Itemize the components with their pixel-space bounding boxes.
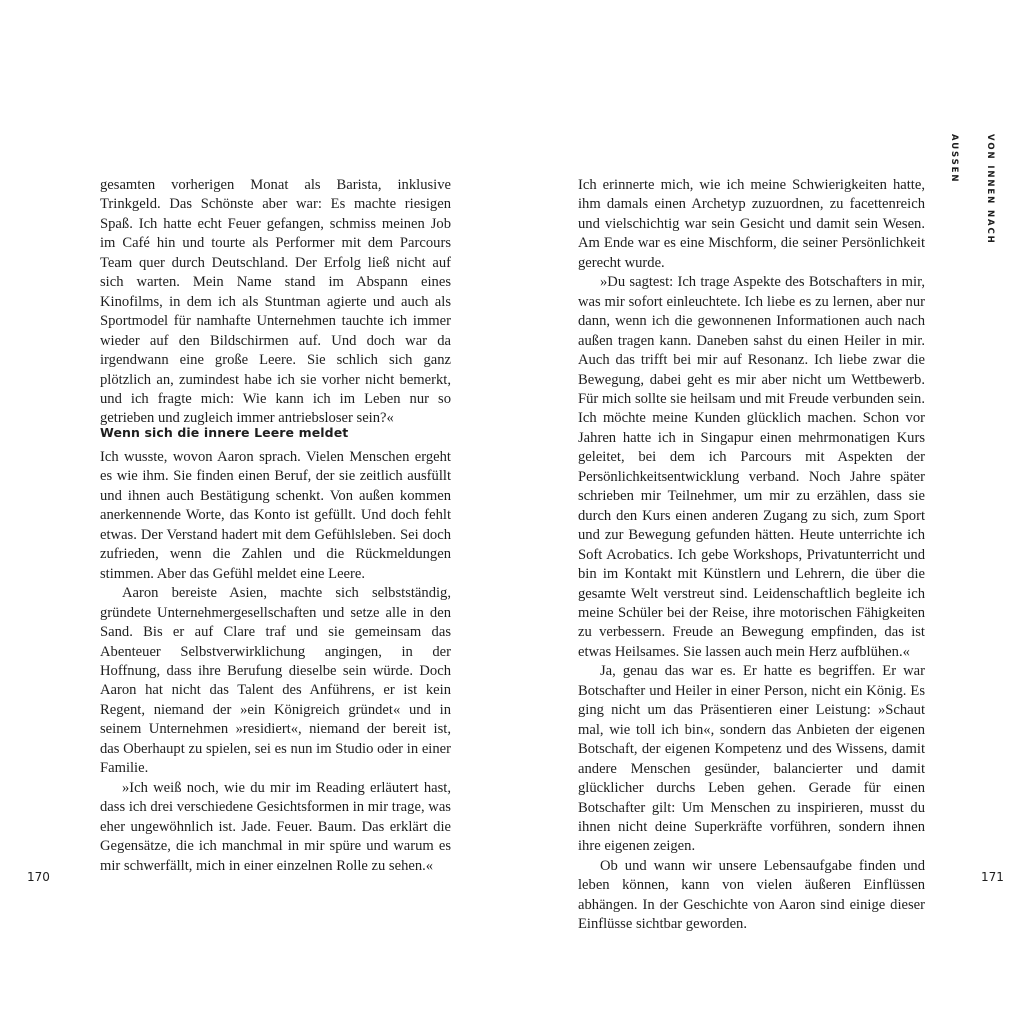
body-paragraph: gesamten vorherigen Monat als Barista, inklusive Trinkgeld. Das Schönste aber war: Es machte riesigen Spaß. Ich hatte echt Feuer gefangen, schmiss meinen Job im Café hin und tourte als Performer mit dem Parcours Team quer durch Deutschland. Der Erfolg ließ nicht auf sich warten. Mein Name stand im Abspann eines Kinofilms, in dem ich als Stuntman agierte und auch als Sportmodel für namhafte Unternehmen tauchte ich immer wieder auf den Bildschirmen auf. Und doch war da irgendwann eine große Leere. Sie schlich sich ganz plötzlich an, zumindest habe ich sie vorher nicht bemerkt, und ich fragte mich: Wie kann ich im Leben nur so getrieben und zugleich immer antriebsloser sein?« (100, 177, 451, 427)
left-bottom-text-block (100, 448, 451, 876)
body-paragraph: Ich wusste, wovon Aaron sprach. Vielen Menschen ergeht es wie ihm. Sie finden einen Beruf, der sie zeitlich ausfüllt und ihnen auch Bestätigung schenkt. Von außen kommen anerkennende Worte, das Konto ist gefüllt. Und doch fehlt etwas. Der Verstand hadert mit dem Gefühlsleben. Sei doch zufrieden, wenn die Zahlen und die Rückmeldungen stimmen. Aber das Gefühl meldet eine Leere. (100, 449, 451, 582)
page-number-left: 170 (27, 870, 50, 884)
body-paragraph: Ob und wann wir unsere Lebensaufgabe finden und leben können, kann von vielen äußeren Einflüssen abhängen. In der Geschichte von Aaron sind einige dieser Einflüsse sichtbar geworden. (578, 857, 925, 933)
body-paragraph: Ja, genau das war es. Er hatte es begriffen. Er war Botschafter und Heiler in einer Person, nicht ein König. Es ging nicht um das Präsentieren einer Leistung: »Schaut mal, wie toll ich bin«, sondern das Anbieten der eigenen Botschaft, der eigenen Kompetenz und des Wissens, damit andere Menschen gesünder, balancierter und damit glücklicher durchs Leben gehen. Gerade für einen Botschafter gilt: Um Menschen zu inspirieren, musst du ihnen nicht deine Superkräfte vorführen, sondern ihnen ihre eigenen zeigen. (578, 663, 925, 855)
body-paragraph: Aaron bereiste Asien, machte sich selbstständig, gründete Unternehmergesellschaften und setze alle in den Sand. Bis er auf Clare traf und sie gemeinsam das Abenteuer Selbstverwirklichung angingen, in der Hoffnung, dass ihre Berufung dieselbe sein würde. Doch Aaron hat nicht das Talent des Anführens, er ist kein Regent, niemand der »ein Königreich gründet« und in seinem Unternehmen »residiert«, niemand der bereit ist, das Oberhaupt zu spielen, sei es nun im Studio oder in einer Familie. (100, 585, 451, 777)
body-paragraph: Ich erinnerte mich, wie ich meine Schwierigkeiten hatte, ihm damals einen Archetyp zuzuordnen, zu facettenreich und vielschichtig war sein Gesicht und damit sein Wesen. Am Ende war es eine Mischform, die seiner Persönlichkeit gerecht wurde. (578, 177, 925, 271)
body-paragraph: »Du sagtest: Ich trage Aspekte des Botschafters in mir, was mir sofort einleuchtete. Ich liebe es zu lernen, aber nur dann, wenn ich die gewonnenen Informationen auch nach außen tragen kann. Daneben sahst du einen Heiler in mir. Auch das trifft bei mir auf Resonanz. Ich liebe zwar die Bewegung, dabei geht es mir aber nicht um Wettbewerb. Für mich sollte sie heilsam und mit Freude verbunden sein. Ich möchte meine Kunden glücklich machen. Schon vor Jahren hatte ich in Singapur einen mehrmonatigen Kurs geleitet, bei dem ich Parcours mit Aspekten der Persönlichkeitsentwicklung verband. Noch Jahre später schrieben mir Teilnehmer, um mir zu erzählen, dass sie durch den Kurs einen anderen Zugang zu sich, zum Sport und zur Bewegung gefunden hätten. Heute unterrichte ich Soft Acrobatics. Ich gebe Workshops, Privatunterricht und bin im Kontakt mit Künstlern und Lehrern, die über die gesamte Welt verstreut sind. Leidenschaftlich begleite ich meine Schüler bei der Reise, ihre motorischen Fähigkeiten zu verbessern. Freude an Bewegung empfinden, das ist etwas Heilsames. Sie lassen auch mein Herz aufblühen.« (578, 274, 925, 660)
right-page (512, 0, 1024, 1024)
right-text-block (578, 176, 925, 935)
left-top-text-block (100, 176, 451, 429)
page-number-right: 171 (981, 870, 1004, 884)
section-heading: Wenn sich die innere Leere meldet (100, 425, 349, 440)
running-head: VON INNEN NACH AUSSEN (949, 134, 995, 245)
body-paragraph: »Ich weiß noch, wie du mir im Reading erläutert hast, dass ich drei verschiedene Gesichtsformen in mir trage, was eher ungewöhnlich ist. Jade. Feuer. Baum. Das erklärt die Gegensätze, die ich manchmal in mir spüre und warum es mir schwerfällt, mich in einer einzelnen Rolle zu sehen.« (100, 779, 451, 874)
